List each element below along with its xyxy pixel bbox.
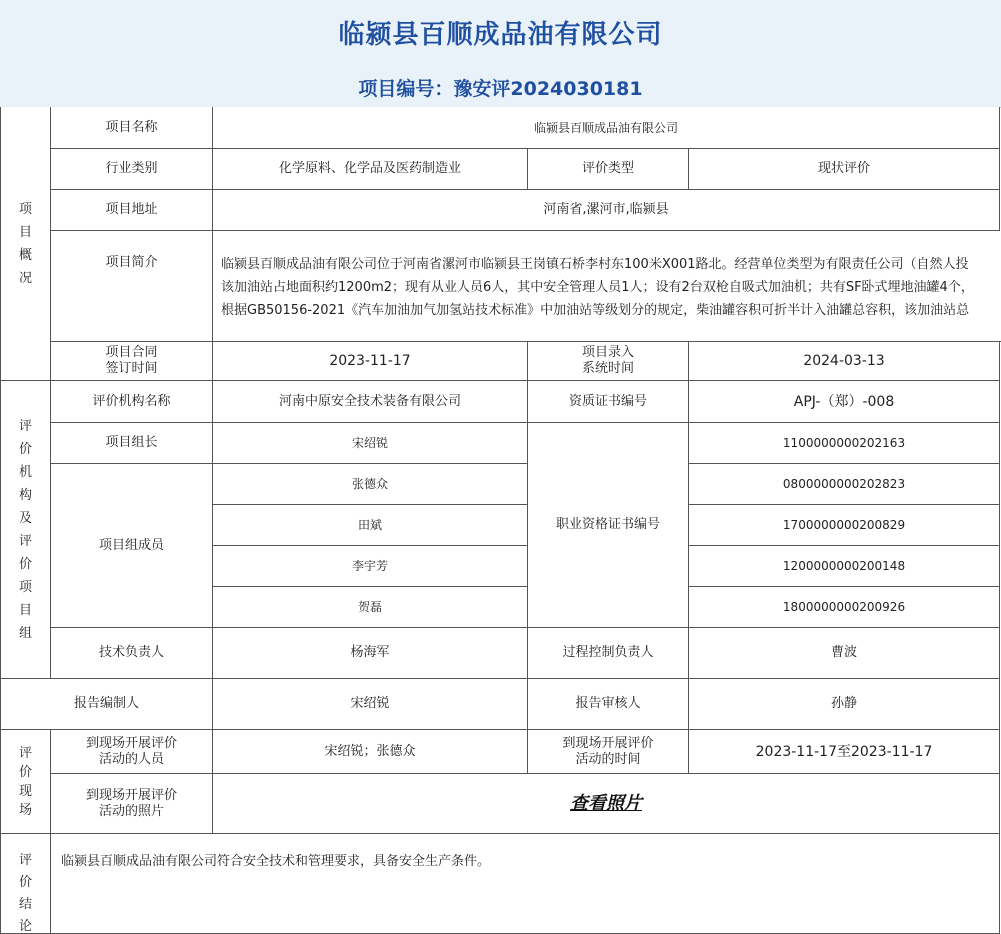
members-label: 项目组成员 xyxy=(51,464,213,628)
qualification-label: 职业资格证书编号 xyxy=(528,423,689,628)
site-people-value: 宋绍锐；张德众 xyxy=(213,730,528,774)
label-line: 项目录入 xyxy=(581,345,634,360)
brief-line: 临颍县百顺成品油有限公司位于河南省漯河市临颍县王岗镇石桥李村东100米X001路北。经营单位类型为有限责任公司（自然人投 xyxy=(221,257,969,272)
report-reviewer-value: 孙静 xyxy=(689,679,1000,730)
section-char: 况 xyxy=(18,270,32,286)
qualification-number: 1200000000200148 xyxy=(689,546,1000,587)
member-name: 张德众 xyxy=(213,464,528,505)
section-conclusion xyxy=(0,834,51,934)
agency-name-label: 评价机构名称 xyxy=(51,381,213,423)
eval-type-value: 现状评价 xyxy=(689,149,1000,190)
label-line: 到现场开展评价 xyxy=(85,735,177,751)
label-line: 活动的时间 xyxy=(575,751,641,767)
qualification-number: 1800000000200926 xyxy=(689,587,1000,628)
section-char: 构 xyxy=(18,487,32,503)
section-char: 论 xyxy=(18,919,32,934)
report-author-label: 报告编制人 xyxy=(0,679,213,730)
section-char: 价 xyxy=(18,875,32,890)
section-char: 评 xyxy=(18,418,32,434)
section-char: 结 xyxy=(18,897,32,912)
company-title: 临颍县百顺成品油有限公司 xyxy=(338,20,663,50)
conclusion-text: 临颍县百顺成品油有限公司符合安全技术和管理要求，具备安全生产条件。 xyxy=(51,834,1000,934)
section-char: 目 xyxy=(18,602,32,618)
section-char: 价 xyxy=(18,441,32,457)
address-label: 项目地址 xyxy=(51,190,213,231)
section-overview xyxy=(0,107,51,381)
section-char: 机 xyxy=(18,464,32,480)
tech-lead-value: 杨海军 xyxy=(213,628,528,679)
site-people-label xyxy=(51,730,213,774)
member-name: 田斌 xyxy=(213,505,528,546)
tech-lead-label: 技术负责人 xyxy=(51,628,213,679)
cert-value: APJ-（郑）-008 xyxy=(689,381,1000,423)
member-name: 贺磊 xyxy=(213,587,528,628)
section-char: 概 xyxy=(18,247,32,263)
cert-label: 资质证书编号 xyxy=(528,381,689,423)
section-char: 评 xyxy=(18,853,32,868)
brief-line: 该加油站占地面积约1200m2；现有从业人员6人，其中安全管理人员1人；设有2台双枪自吸式加油机；共有SF卧式埋地油罐4个， xyxy=(221,280,974,295)
site-photo-label xyxy=(51,774,213,834)
section-char: 及 xyxy=(18,510,32,526)
industry-value: 化学原料、化学品及医药制造业 xyxy=(213,149,528,190)
section-char: 场 xyxy=(18,802,32,818)
section-char: 组 xyxy=(18,625,32,641)
section-agency xyxy=(0,381,51,679)
contract-time-label xyxy=(51,342,213,381)
label-line: 到现场开展评价 xyxy=(85,787,177,803)
section-char: 项 xyxy=(18,579,32,595)
info-table xyxy=(0,107,1001,934)
section-char: 评 xyxy=(18,745,32,761)
label-line: 活动的人员 xyxy=(98,751,164,767)
brief-line: 根据GB50156-2021《汽车加油加气加氢站技术标准》中加油站等级划分的规定，柴油罐容积可折半计入油罐总容积，该加油站总 xyxy=(221,303,970,318)
section-char: 现 xyxy=(18,783,32,799)
site-time-label xyxy=(528,730,689,774)
section-char: 价 xyxy=(18,764,32,780)
project-name-label: 项目名称 xyxy=(51,107,213,149)
qualification-number: 0800000000202823 xyxy=(689,464,1000,505)
report-author-value: 宋绍锐 xyxy=(213,679,528,730)
process-lead-label: 过程控制负责人 xyxy=(528,628,689,679)
agency-name-value: 河南中原安全技术装备有限公司 xyxy=(213,381,528,423)
label-line: 活动的照片 xyxy=(98,803,164,819)
label-line: 项目合同 xyxy=(105,345,158,360)
entry-time-value: 2024-03-13 xyxy=(689,342,1000,381)
entry-time-label xyxy=(528,342,689,381)
leader-name: 宋绍锐 xyxy=(213,423,528,464)
section-char: 目 xyxy=(18,224,32,240)
label-line: 签订时间 xyxy=(105,361,158,376)
site-time-value: 2023-11-17至2023-11-17 xyxy=(689,730,1000,774)
section-char: 评 xyxy=(18,533,32,549)
industry-label: 行业类别 xyxy=(51,149,213,190)
member-name: 李宇芳 xyxy=(213,546,528,587)
section-char: 价 xyxy=(18,556,32,572)
qualification-number: 1700000000200829 xyxy=(689,505,1000,546)
section-char: 项 xyxy=(18,201,32,217)
label-line: 系统时间 xyxy=(581,361,634,376)
eval-type-label: 评价类型 xyxy=(528,149,689,190)
project-name-value: 临颍县百顺成品油有限公司 xyxy=(213,107,1000,149)
view-photos-link[interactable]: 查看照片 xyxy=(570,792,642,814)
contract-time-value: 2023-11-17 xyxy=(213,342,528,381)
address-value: 河南省,漯河市,临颍县 xyxy=(213,190,1000,231)
brief-text xyxy=(213,231,1001,342)
page-header xyxy=(0,0,1001,108)
process-lead-value: 曹波 xyxy=(689,628,1000,679)
qualification-number: 1100000000202163 xyxy=(689,423,1000,464)
project-number: 项目编号：豫安评2024030181 xyxy=(358,78,643,100)
brief-label: 项目简介 xyxy=(51,231,213,342)
section-site xyxy=(0,730,51,834)
site-photo-cell xyxy=(213,774,1000,834)
report-reviewer-label: 报告审核人 xyxy=(528,679,689,730)
label-line: 到现场开展评价 xyxy=(562,735,654,751)
leader-label: 项目组长 xyxy=(51,423,213,464)
